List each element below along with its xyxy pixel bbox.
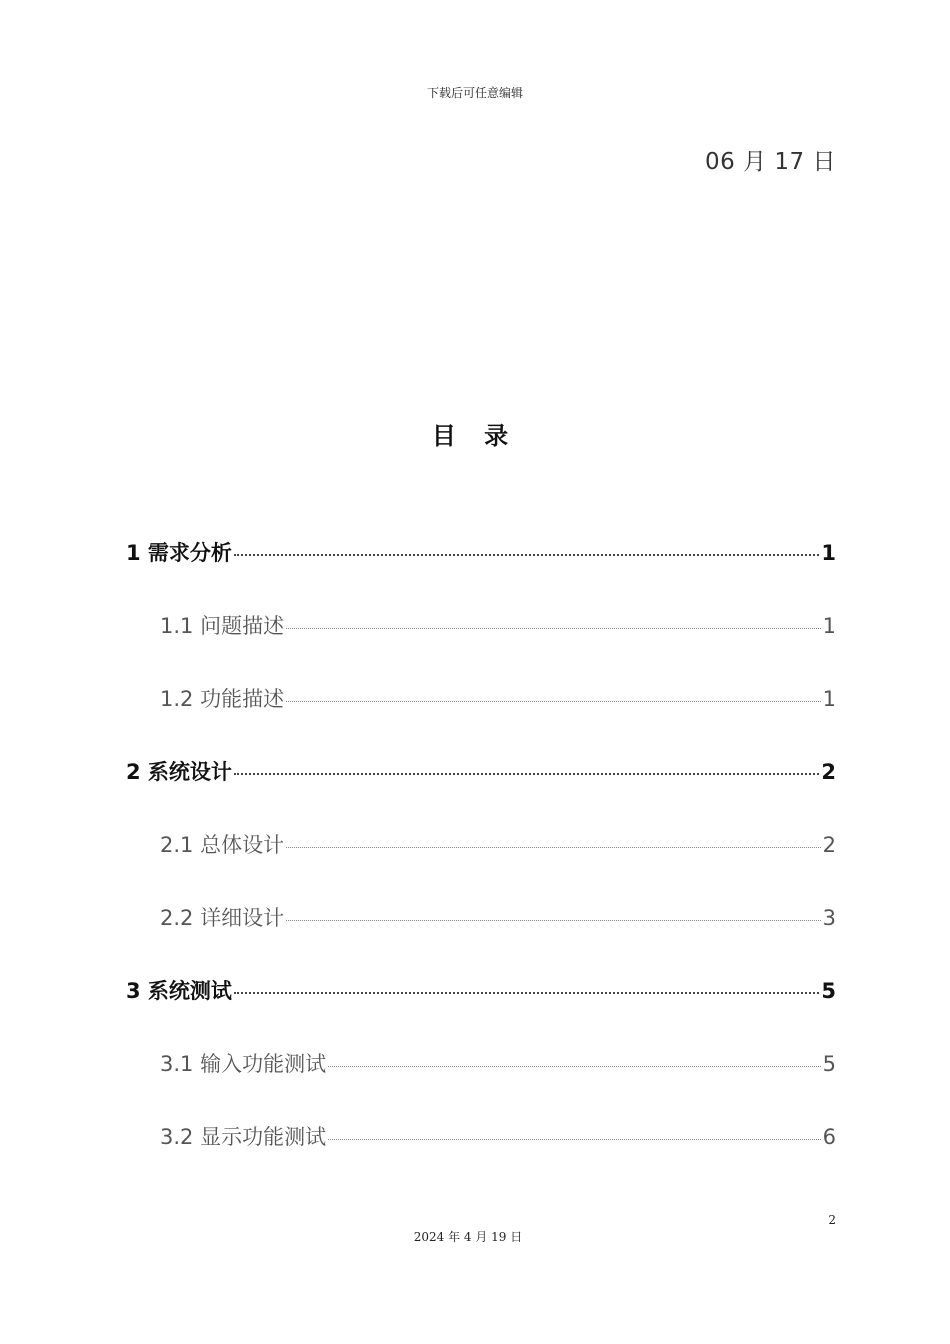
dot-leader [328, 1138, 821, 1140]
toc-entry-2-1[interactable] [126, 829, 836, 902]
dot-leader [286, 919, 821, 921]
toc-entry-1-1[interactable] [126, 610, 836, 683]
toc-entry-label: 2 系统设计 [126, 760, 232, 784]
dot-leader [328, 1065, 821, 1067]
dot-leader [286, 846, 821, 848]
toc-entry-2[interactable] [126, 756, 836, 829]
toc-entry-page: 5 [821, 979, 836, 1003]
toc-entry-page: 3 [822, 906, 836, 930]
toc-entry-page: 5 [822, 1052, 836, 1076]
header-note: 下载后可任意编辑 [426, 86, 523, 100]
toc-entry-page: 1 [822, 687, 836, 711]
toc-entry-label: 2.2 详细设计 [160, 906, 285, 930]
toc-entry-page: 6 [822, 1125, 836, 1149]
toc-entry-3[interactable] [126, 975, 836, 1048]
toc-entry-label: 3.1 输入功能测试 [160, 1052, 327, 1076]
toc-entry-label: 3 系统测试 [126, 979, 232, 1003]
toc-entry-label: 1 需求分析 [126, 541, 232, 565]
footer-date: 2024 年 4 月 19 日 [413, 1230, 523, 1244]
toc-entry-label: 3.2 显示功能测试 [160, 1125, 327, 1149]
dot-leader [234, 991, 819, 994]
dot-leader [234, 553, 819, 556]
toc-entry-1[interactable] [126, 537, 836, 610]
dot-leader [286, 700, 821, 702]
table-of-contents [126, 537, 836, 1194]
toc-entry-3-1[interactable] [126, 1048, 836, 1121]
dot-leader [286, 627, 821, 629]
toc-entry-page: 2 [822, 833, 836, 857]
toc-entry-label: 2.1 总体设计 [160, 833, 285, 857]
toc-entry-label: 1.1 问题描述 [160, 614, 285, 638]
toc-title: 目 录 [431, 422, 519, 450]
date-line: 06 月 17 日 [705, 149, 836, 175]
dot-leader [234, 772, 819, 775]
toc-entry-page: 2 [821, 760, 836, 784]
toc-entry-label: 1.2 功能描述 [160, 687, 285, 711]
toc-entry-page: 1 [822, 614, 836, 638]
toc-entry-page: 1 [821, 541, 836, 565]
toc-entry-1-2[interactable] [126, 683, 836, 756]
toc-entry-3-2[interactable] [126, 1121, 836, 1194]
toc-entry-2-2[interactable] [126, 902, 836, 975]
page-number: 2 [828, 1213, 836, 1227]
